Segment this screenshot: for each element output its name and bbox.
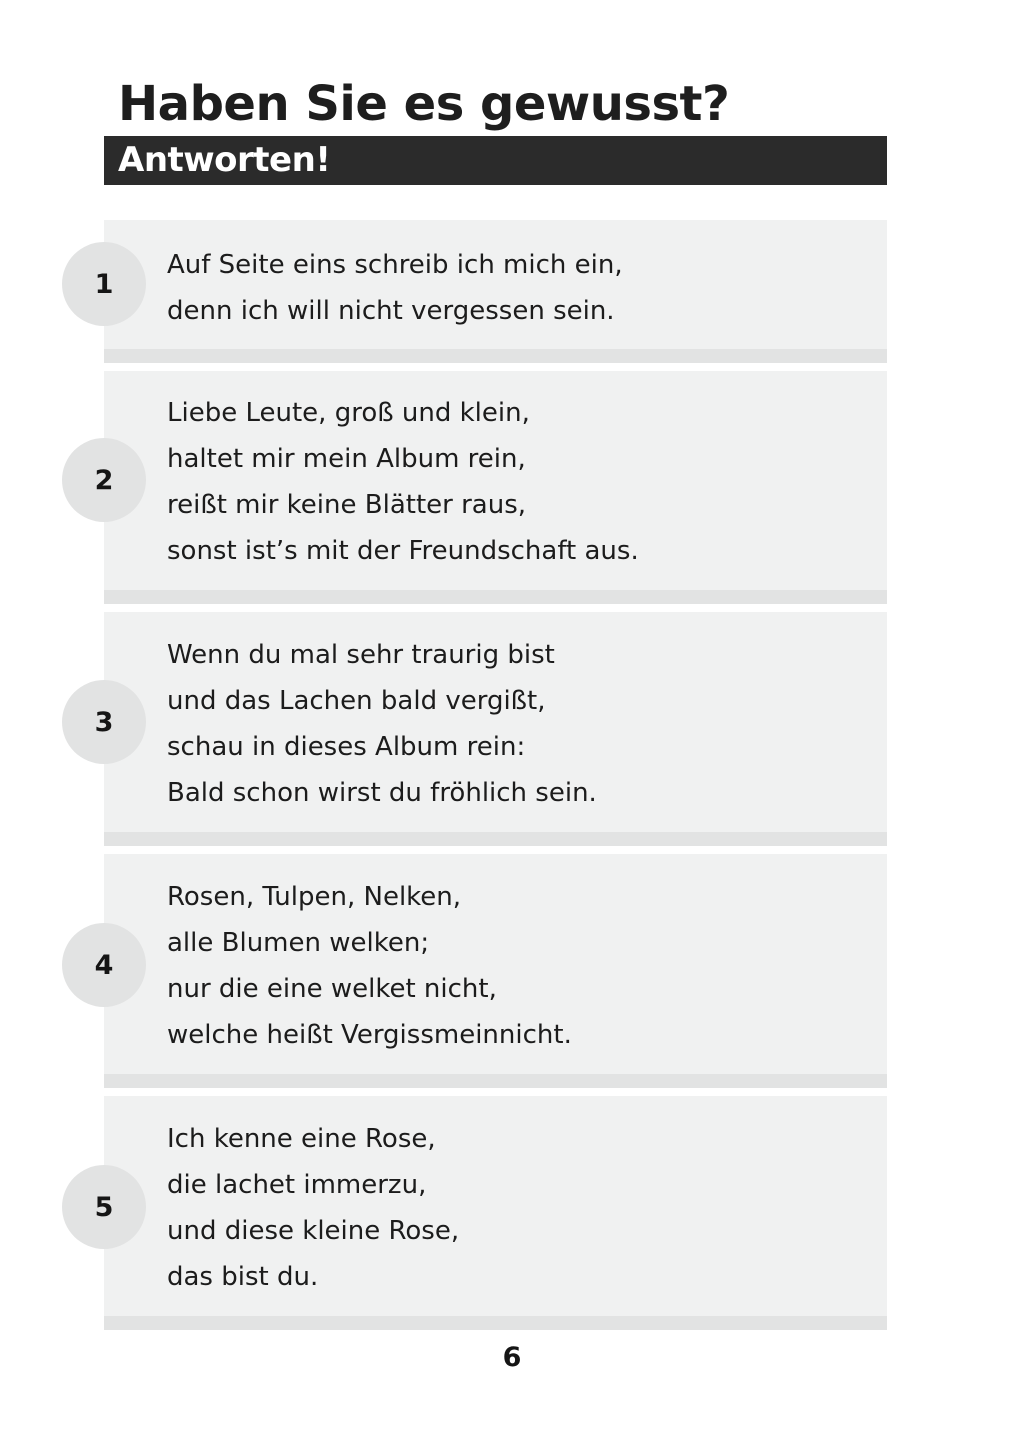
card-divider: [104, 349, 887, 363]
verse-line: denn ich will nicht vergessen sein.: [167, 296, 615, 326]
verse-line: nur die eine welket nicht,: [167, 974, 497, 1004]
verse-number-badge: 2: [62, 438, 146, 522]
verse-text: [167, 390, 639, 574]
verse-line: haltet mir mein Album rein,: [167, 444, 526, 474]
verse-card-4: [94, 854, 887, 1088]
verse-number-badge: 5: [62, 1165, 146, 1249]
card-divider: [104, 1074, 887, 1088]
verse-card-3: [94, 612, 887, 846]
card-divider: [104, 832, 887, 846]
verse-line: Bald schon wirst du fröhlich sein.: [167, 778, 597, 808]
verse-line: das bist du.: [167, 1262, 319, 1292]
verse-text: [167, 1116, 459, 1300]
verse-card-5: [94, 1096, 887, 1330]
verse-line: Rosen, Tulpen, Nelken,: [167, 882, 462, 912]
verse-line: alle Blumen welken;: [167, 928, 430, 958]
verse-line: schau in dieses Album rein:: [167, 732, 526, 762]
card-divider: [104, 590, 887, 604]
subtitle-text: Antworten!: [118, 140, 331, 180]
verse-text: [167, 242, 623, 334]
verse-number-badge: 1: [62, 242, 146, 326]
verse-card-2: [94, 371, 887, 604]
verse-line: Liebe Leute, groß und klein,: [167, 398, 530, 428]
verse-line: welche heißt Vergissmeinnicht.: [167, 1020, 572, 1050]
verse-line: sonst ist’s mit der Freundschaft aus.: [167, 536, 639, 566]
verse-line: reißt mir keine Blätter raus,: [167, 490, 527, 520]
verse-number-badge: 3: [62, 680, 146, 764]
verse-line: und das Lachen bald vergißt,: [167, 686, 546, 716]
page-title: Haben Sie es gewusst?: [118, 76, 730, 132]
page-number: 6: [502, 1342, 522, 1373]
verse-text: [167, 632, 597, 816]
verse-card-1: [94, 220, 887, 363]
verse-number-badge: 4: [62, 923, 146, 1007]
subtitle-banner: [104, 136, 887, 185]
verse-line: Ich kenne eine Rose,: [167, 1124, 436, 1154]
verse-line: und diese kleine Rose,: [167, 1216, 460, 1246]
verse-line: Wenn du mal sehr traurig bist: [167, 640, 555, 670]
card-divider: [104, 1316, 887, 1330]
verse-text: [167, 874, 572, 1058]
verse-line: die lachet immerzu,: [167, 1170, 427, 1200]
verse-line: Auf Seite eins schreib ich mich ein,: [167, 250, 623, 280]
